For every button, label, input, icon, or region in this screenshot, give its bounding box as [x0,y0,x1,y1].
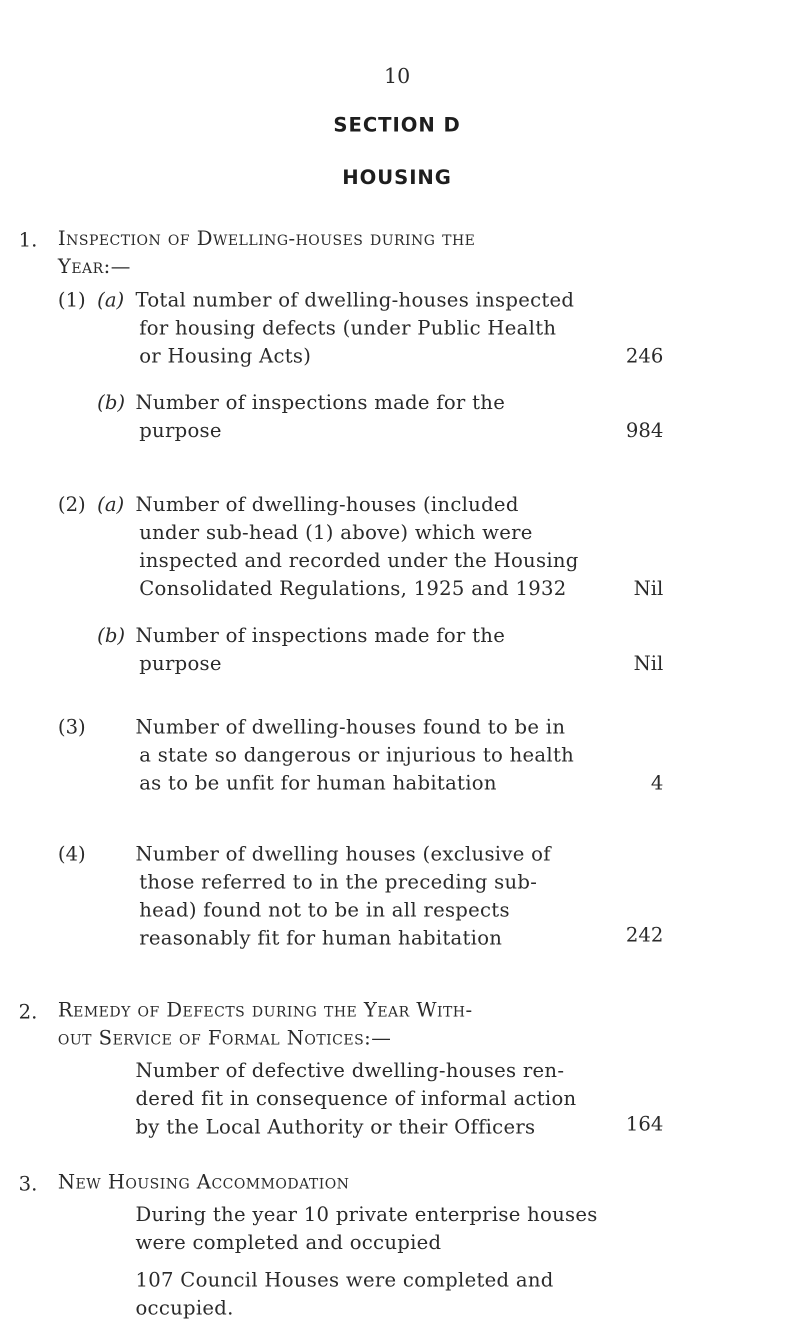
section-2-title [58,996,712,1052]
item-3-number: (3) [57,715,86,739]
section-3-para1: During the year 10 private enterprise houses were completed and occupied [135,1203,598,1254]
item-1a-value: 246 [625,344,664,368]
item-2-number: (2) [57,493,86,516]
section-1-number: 1. [18,228,38,252]
item-4-number: (4) [57,842,86,866]
item-2b-label: (b) [97,624,126,647]
item-4-text: Number of dwelling houses (exclusive of those referred to in the preceding sub- head) found not to be in all respects reasonably fit for human habitation [135,842,551,950]
item-1a-label: (a) [97,288,125,312]
item-2a-label: (a) [97,493,125,516]
section-3-title: New Housing Accommodation [57,1170,350,1194]
item-1b-value: 984 [625,419,664,442]
item-1b-label: (b) [97,391,126,414]
item-2a-text: Number of dwelling-houses (included under sub-head (1) above) which were inspected and recorded under the Housing Consolidated Regulations, 1925 and 1932 [135,493,579,600]
item-3-value: 4 [650,771,664,795]
section-subheading: HOUSING [342,166,452,189]
item-2a-value: Nil [633,577,664,600]
item-1-number: (1) [57,288,86,312]
item-4-value: 242 [625,923,664,947]
section-1-title [58,224,712,280]
item-1b-text: Number of inspections made for the purpose [135,391,506,442]
page-number: 10 [383,65,411,89]
section-heading: SECTION D [333,113,461,137]
section-1-title-line1: Inspection of Dwelling-houses during the [57,227,476,250]
section-3-number: 3. [18,1172,38,1195]
section-1-title-line2: Year:— [57,255,131,278]
item-1a-text: Total number of dwelling-houses inspected for housing defects (under Public Health or Housing Acts) [135,288,575,368]
section-2-title-line1: Remedy of Defects during the Year With- [57,998,473,1022]
item-3-text: Number of dwelling-houses found to be in a state so dangerous or injurious to health as to be unfit for human habitation [135,715,575,795]
item-2b-value: Nil [633,652,664,675]
section-3-para2: 107 Council Houses were completed and occupied. [135,1268,554,1320]
section-2-title-line2: out Service of Formal Notices:— [57,1026,392,1050]
item-2b-text: Number of inspections made for the purpose [135,624,506,675]
section-2-number: 2. [18,1000,38,1024]
section-2-text: Number of defective dwelling-houses ren- dered fit in consequence of informal action by the Local Authority or their Officers [135,1059,577,1138]
section-2-value: 164 [625,1112,664,1136]
